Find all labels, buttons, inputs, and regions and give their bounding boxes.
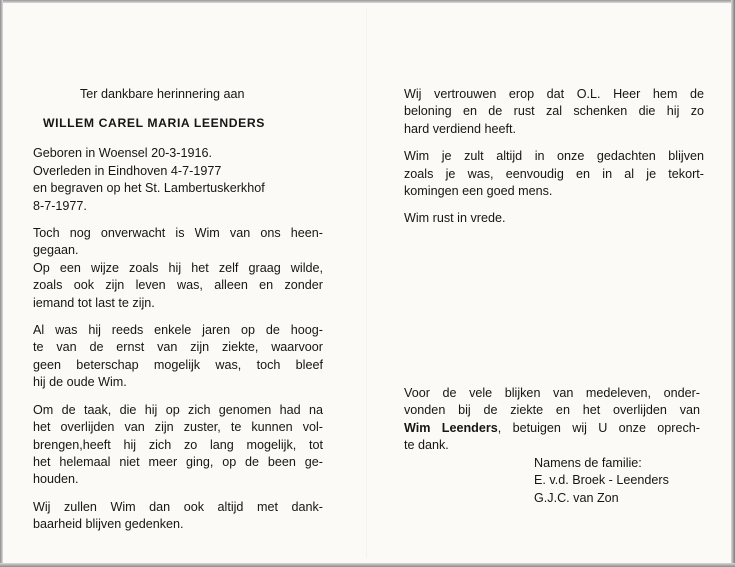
text-line: Wij zullen Wim dan ook altijd met dank- <box>33 499 323 514</box>
paragraph-4 <box>33 499 323 534</box>
text-line: Om de taak, die hij op zich genomen had na <box>33 402 323 417</box>
right-column <box>404 86 704 228</box>
text-line: gegaan. <box>33 243 79 258</box>
family-member: E. v.d. Broek - Leenders <box>534 473 669 488</box>
intro-text: Ter dankbare herinnering aan <box>80 87 245 101</box>
text-line: komingen een goed mens. <box>404 184 553 199</box>
family-member: G.J.C. van Zon <box>534 490 619 505</box>
right-paragraph-3 <box>404 210 704 227</box>
text-line: zoals je was, eenvoudig en in al je tekort- <box>404 166 704 181</box>
text-line: iemand tot last te zijn. <box>33 295 155 310</box>
text-line: hij de oude Wim. <box>33 375 127 390</box>
text-line: het overlijden van zijn zuster, te kunnen vol- <box>33 420 323 435</box>
family-heading: Namens de familie: <box>534 456 642 470</box>
thanks-block <box>404 385 700 455</box>
buried-line: en begraven op het St. Lambertuskerkhof <box>33 181 265 196</box>
thanks-line3-rest: , betuigen wij U onze oprech- <box>497 420 700 435</box>
right-paragraph-2 <box>404 148 704 200</box>
text-line <box>404 420 700 437</box>
card-edge-left <box>0 0 3 567</box>
thanks-name: Wim Leenders <box>404 420 498 435</box>
paragraph-3 <box>33 402 323 489</box>
text-line: houden. <box>33 472 79 487</box>
family-signature <box>534 455 669 507</box>
text-line: beloning en de rust zal schenken die hij zo <box>404 104 704 119</box>
text-line: Toch nog onverwacht is Wim van ons heen- <box>33 226 323 241</box>
text-line: Wim rust in vrede. <box>404 211 506 226</box>
paragraph-2 <box>33 322 323 392</box>
text-line: geen beterschap mogelijk was, toch bleef <box>33 357 323 372</box>
card-edge-top <box>0 0 735 3</box>
text-line: Op een wijze zoals hij het zelf graag wilde, <box>33 260 323 275</box>
text-line: Wij vertrouwen erop dat O.L. Heer hem de <box>404 87 704 101</box>
text-line: Al was hij reeds enkele jaren op de hoog- <box>33 323 323 338</box>
text-line: hard verdiend heeft. <box>404 121 517 136</box>
left-column <box>33 86 323 534</box>
burial-date-line: 8-7-1977. <box>33 198 87 213</box>
text-line: het helemaal niet meer ging, op de been ge- <box>33 454 323 469</box>
deceased-name: WILLEM CAREL MARIA LEENDERS <box>43 116 266 130</box>
card-edge-bottom <box>0 563 735 567</box>
died-line: Overleden in Eindhoven 4-7-1977 <box>33 163 222 178</box>
text-line: brengen,heeft hij zich zo lang mogelijk, tot <box>33 437 323 452</box>
card-fold <box>366 8 367 558</box>
text-line: te dank. <box>404 438 449 453</box>
text-line: zoals ook zijn leven was, alleen en zonder <box>33 278 323 293</box>
card-edge-right <box>731 0 735 567</box>
right-paragraph-1 <box>404 86 704 138</box>
text-line: baarheid blijven gedenken. <box>33 517 184 532</box>
text-line: Voor de vele blijken van medeleven, onder- <box>404 386 700 400</box>
dates-block <box>33 145 323 215</box>
text-line: Wim je zult altijd in onze gedachten blijven <box>404 149 704 164</box>
born-line: Geboren in Woensel 20-3-1916. <box>33 146 212 161</box>
paragraph-1 <box>33 225 323 312</box>
text-line: te van de ernst van zijn ziekte, waarvoor <box>33 340 323 355</box>
text-line: vonden bij de ziekte en het overlijden van <box>404 403 700 418</box>
